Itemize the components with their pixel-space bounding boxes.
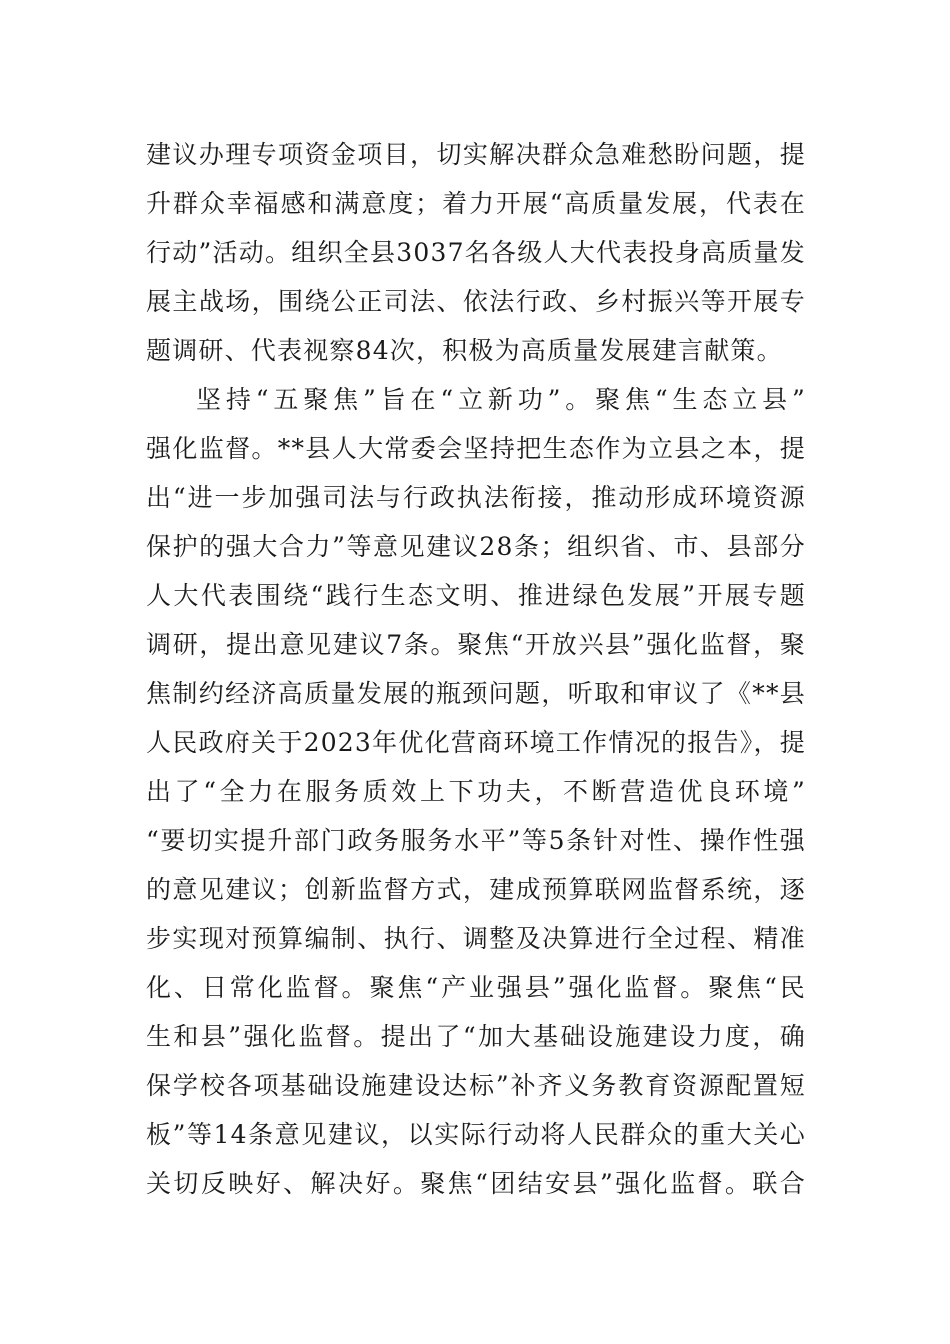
paragraph-2 [146,375,806,1208]
text-line: 关切反映好、解决好。聚焦“团结安县”强化监督。联合 [146,1169,806,1198]
text-line: 出“进一步加强司法与行政执法衔接，推动形成环境资源 [146,483,806,512]
text-line: 人大代表围绕“践行生态文明、推进绿色发展”开展专题 [146,581,806,610]
text-line: 升群众幸福感和满意度；着力开展“高质量发展，代表在 [146,189,806,218]
text-line: 保护的强大合力”等意见建议28条；组织省、市、县部分 [146,532,806,561]
text-line: “要切实提升部门政务服务水平”等5条针对性、操作性强 [146,826,806,855]
text-line: 焦制约经济高质量发展的瓶颈问题，听取和审议了《**县 [146,679,806,708]
document-body [146,130,806,1208]
text-line: 行动”活动。组织全县3037名各级人大代表投身高质量发 [146,238,806,267]
paragraph-1 [146,130,806,375]
text-line: 人民政府关于2023年优化营商环境工作情况的报告》，提 [146,728,806,757]
text-line: 建议办理专项资金项目，切实解决群众急难愁盼问题，提 [146,140,806,169]
text-line: 生和县”强化监督。提出了“加大基础设施建设力度，确 [146,1022,806,1051]
text-line: 保学校各项基础设施建设达标”补齐义务教育资源配置短 [146,1071,806,1100]
text-line: 强化监督。**县人大常委会坚持把生态作为立县之本，提 [146,434,806,463]
text-line: 步实现对预算编制、执行、调整及决算进行全过程、精准 [146,924,806,953]
text-line: 展主战场，围绕公正司法、依法行政、乡村振兴等开展专 [146,287,806,316]
text-line: 调研，提出意见建议7条。聚焦“开放兴县”强化监督，聚 [146,630,806,659]
text-line: 题调研、代表视察84次，积极为高质量发展建言献策。 [146,336,783,365]
text-line: 出了“全力在服务质效上下功夫，不断营造优良环境” [146,777,806,806]
text-line: 板”等14条意见建议，以实际行动将人民群众的重大关心 [146,1120,806,1149]
text-line: 化、日常化监督。聚焦“产业强县”强化监督。聚焦“民 [146,973,806,1002]
text-line: 的意见建议；创新监督方式，建成预算联网监督系统，逐 [146,875,806,904]
text-line: 坚持“五聚焦”旨在“立新功”。聚焦“生态立县” [196,385,806,414]
